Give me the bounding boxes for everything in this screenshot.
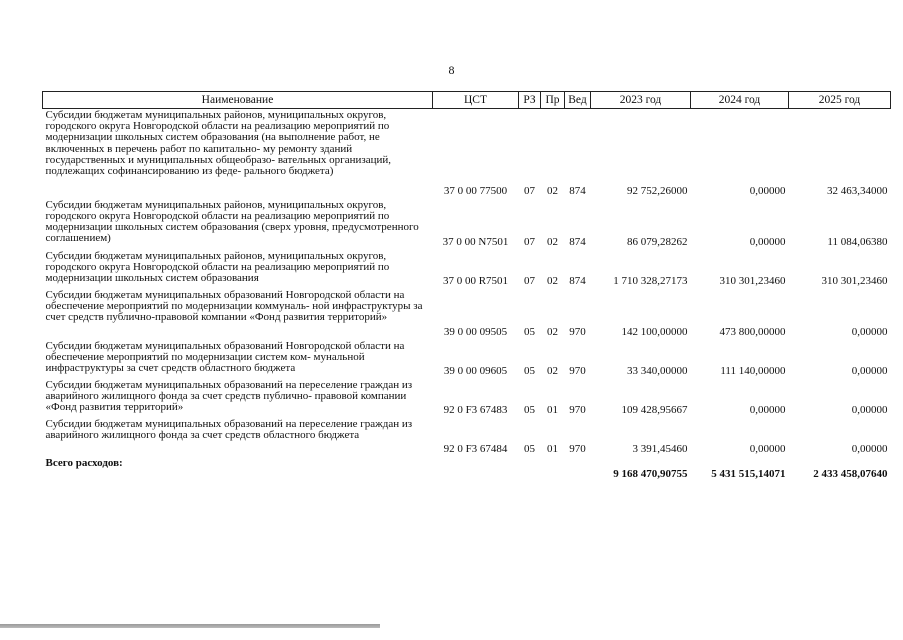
row-name: Субсидии бюджетам муниципальных районов, муниципальных округов, городского округа Новгородской области на реализацию мероприятий по модернизации школьных систем образования (на выполнение работ, не включенных в перечень работ по капитально- му ремонту зданий государственных и муниципальных общеобразо- вательных организаций, подлежащих софинансированию из феде- рального бюджета) [45,109,391,178]
row-pr: 02 [547,326,558,339]
row-rz: 05 [524,443,535,456]
row-2024: 0,00000 [749,236,786,249]
row-2024: 0,00000 [749,443,786,456]
row-2023: 33 340,00000 [627,365,688,378]
row-pr: 01 [547,443,558,456]
row-pr: 02 [547,185,558,198]
row-2025: 310 301,23460 [821,275,888,288]
row-pr: 01 [547,404,558,417]
header-cst: ЦСТ [433,92,519,109]
row-ved: 874 [569,236,586,249]
total-2025: 2 433 458,07640 [813,468,888,481]
row-name: Субсидии бюджетам муниципальных образований на переселение граждан из аварийного жилищного фонда за счет средств публично- правовой компании «Фонд развития территорий» [45,378,413,413]
page-number: 8 [448,63,455,77]
row-rz: 07 [524,185,535,198]
header-2025: 2025 год [789,92,891,109]
row-2025: 0,00000 [851,443,888,456]
row-2023: 142 100,00000 [621,326,688,339]
row-cst: 37 0 00 77500 [443,185,508,198]
header-name: Наименование [43,92,433,109]
row-2023: 92 752,26000 [627,185,688,198]
row-2024: 0,00000 [749,404,786,417]
row-name: Субсидии бюджетам муниципальных районов, муниципальных округов, городского округа Новгородской области на реализацию мероприятий по модернизации школьных систем образования [45,249,390,284]
row-name: Субсидии бюджетам муниципальных образований Новгородской области на обеспечение мероприятий по модернизации коммуналь- ной инфраструктуры за счет средств публично-правовой компании «Фонд развития территорий» [45,288,423,323]
row-2025: 32 463,34000 [827,185,888,198]
row-rz: 05 [524,365,535,378]
row-name: Субсидии бюджетам муниципальных образований на переселение граждан из аварийного жилищного фонда за счет средств областного бюджета [45,417,413,441]
header-2024: 2024 год [691,92,789,109]
table-row [43,418,891,457]
row-rz: 07 [524,275,535,288]
total-row [43,457,891,481]
row-2025: 0,00000 [851,365,888,378]
header-rz: РЗ [519,92,541,109]
row-2023: 86 079,28262 [627,236,688,249]
row-2024: 0,00000 [749,185,786,198]
scan-edge-bar [0,624,380,628]
header-2023: 2023 год [591,92,691,109]
row-ved: 874 [569,185,586,198]
row-2023: 1 710 328,27173 [613,275,688,288]
row-2023: 3 391,45460 [632,443,688,456]
row-cst: 92 0 F3 67484 [443,443,508,456]
header-pr: Пр [541,92,565,109]
row-cst: 37 0 00 N7501 [442,236,509,249]
row-pr: 02 [547,275,558,288]
row-name: Субсидии бюджетам муниципальных образований Новгородской области на обеспечение мероприятий по модернизации систем ком- мунальной инфраструктуры за счет средств областного бюджета [45,339,405,374]
expenses-table [42,91,891,481]
table-row [43,250,891,289]
row-2025: 0,00000 [851,404,888,417]
table-header-row [43,92,891,109]
row-ved: 874 [569,275,586,288]
row-cst: 92 0 F3 67483 [443,404,508,417]
table-row [43,340,891,379]
row-2025: 0,00000 [851,326,888,339]
row-cst: 37 0 00 R7501 [442,275,509,288]
row-name: Субсидии бюджетам муниципальных районов, муниципальных округов, городского округа Новгородской области на реализацию мероприятий по модернизации школьных систем образования (сверх уровня, предусмотренного соглашением) [45,198,419,245]
row-2024: 111 140,00000 [720,365,786,378]
header-ved: Вед [565,92,591,109]
total-label: Всего расходов: [45,456,123,469]
table-row [43,199,891,250]
total-2024: 5 431 515,14071 [711,468,786,481]
row-cst: 39 0 00 09605 [443,365,508,378]
table-row [43,379,891,418]
row-cst: 39 0 00 09505 [443,326,508,339]
row-ved: 970 [569,404,586,417]
row-2024: 310 301,23460 [719,275,786,288]
row-rz: 05 [524,326,535,339]
row-rz: 05 [524,404,535,417]
row-rz: 07 [524,236,535,249]
row-ved: 970 [569,365,586,378]
row-2024: 473 800,00000 [719,326,786,339]
total-2023: 9 168 470,90755 [613,468,688,481]
row-ved: 970 [569,326,586,339]
row-ved: 970 [569,443,586,456]
row-pr: 02 [547,236,558,249]
row-2025: 11 084,06380 [827,236,888,249]
table-row [43,109,891,199]
row-pr: 02 [547,365,558,378]
row-2023: 109 428,95667 [621,404,688,417]
table-row [43,289,891,340]
